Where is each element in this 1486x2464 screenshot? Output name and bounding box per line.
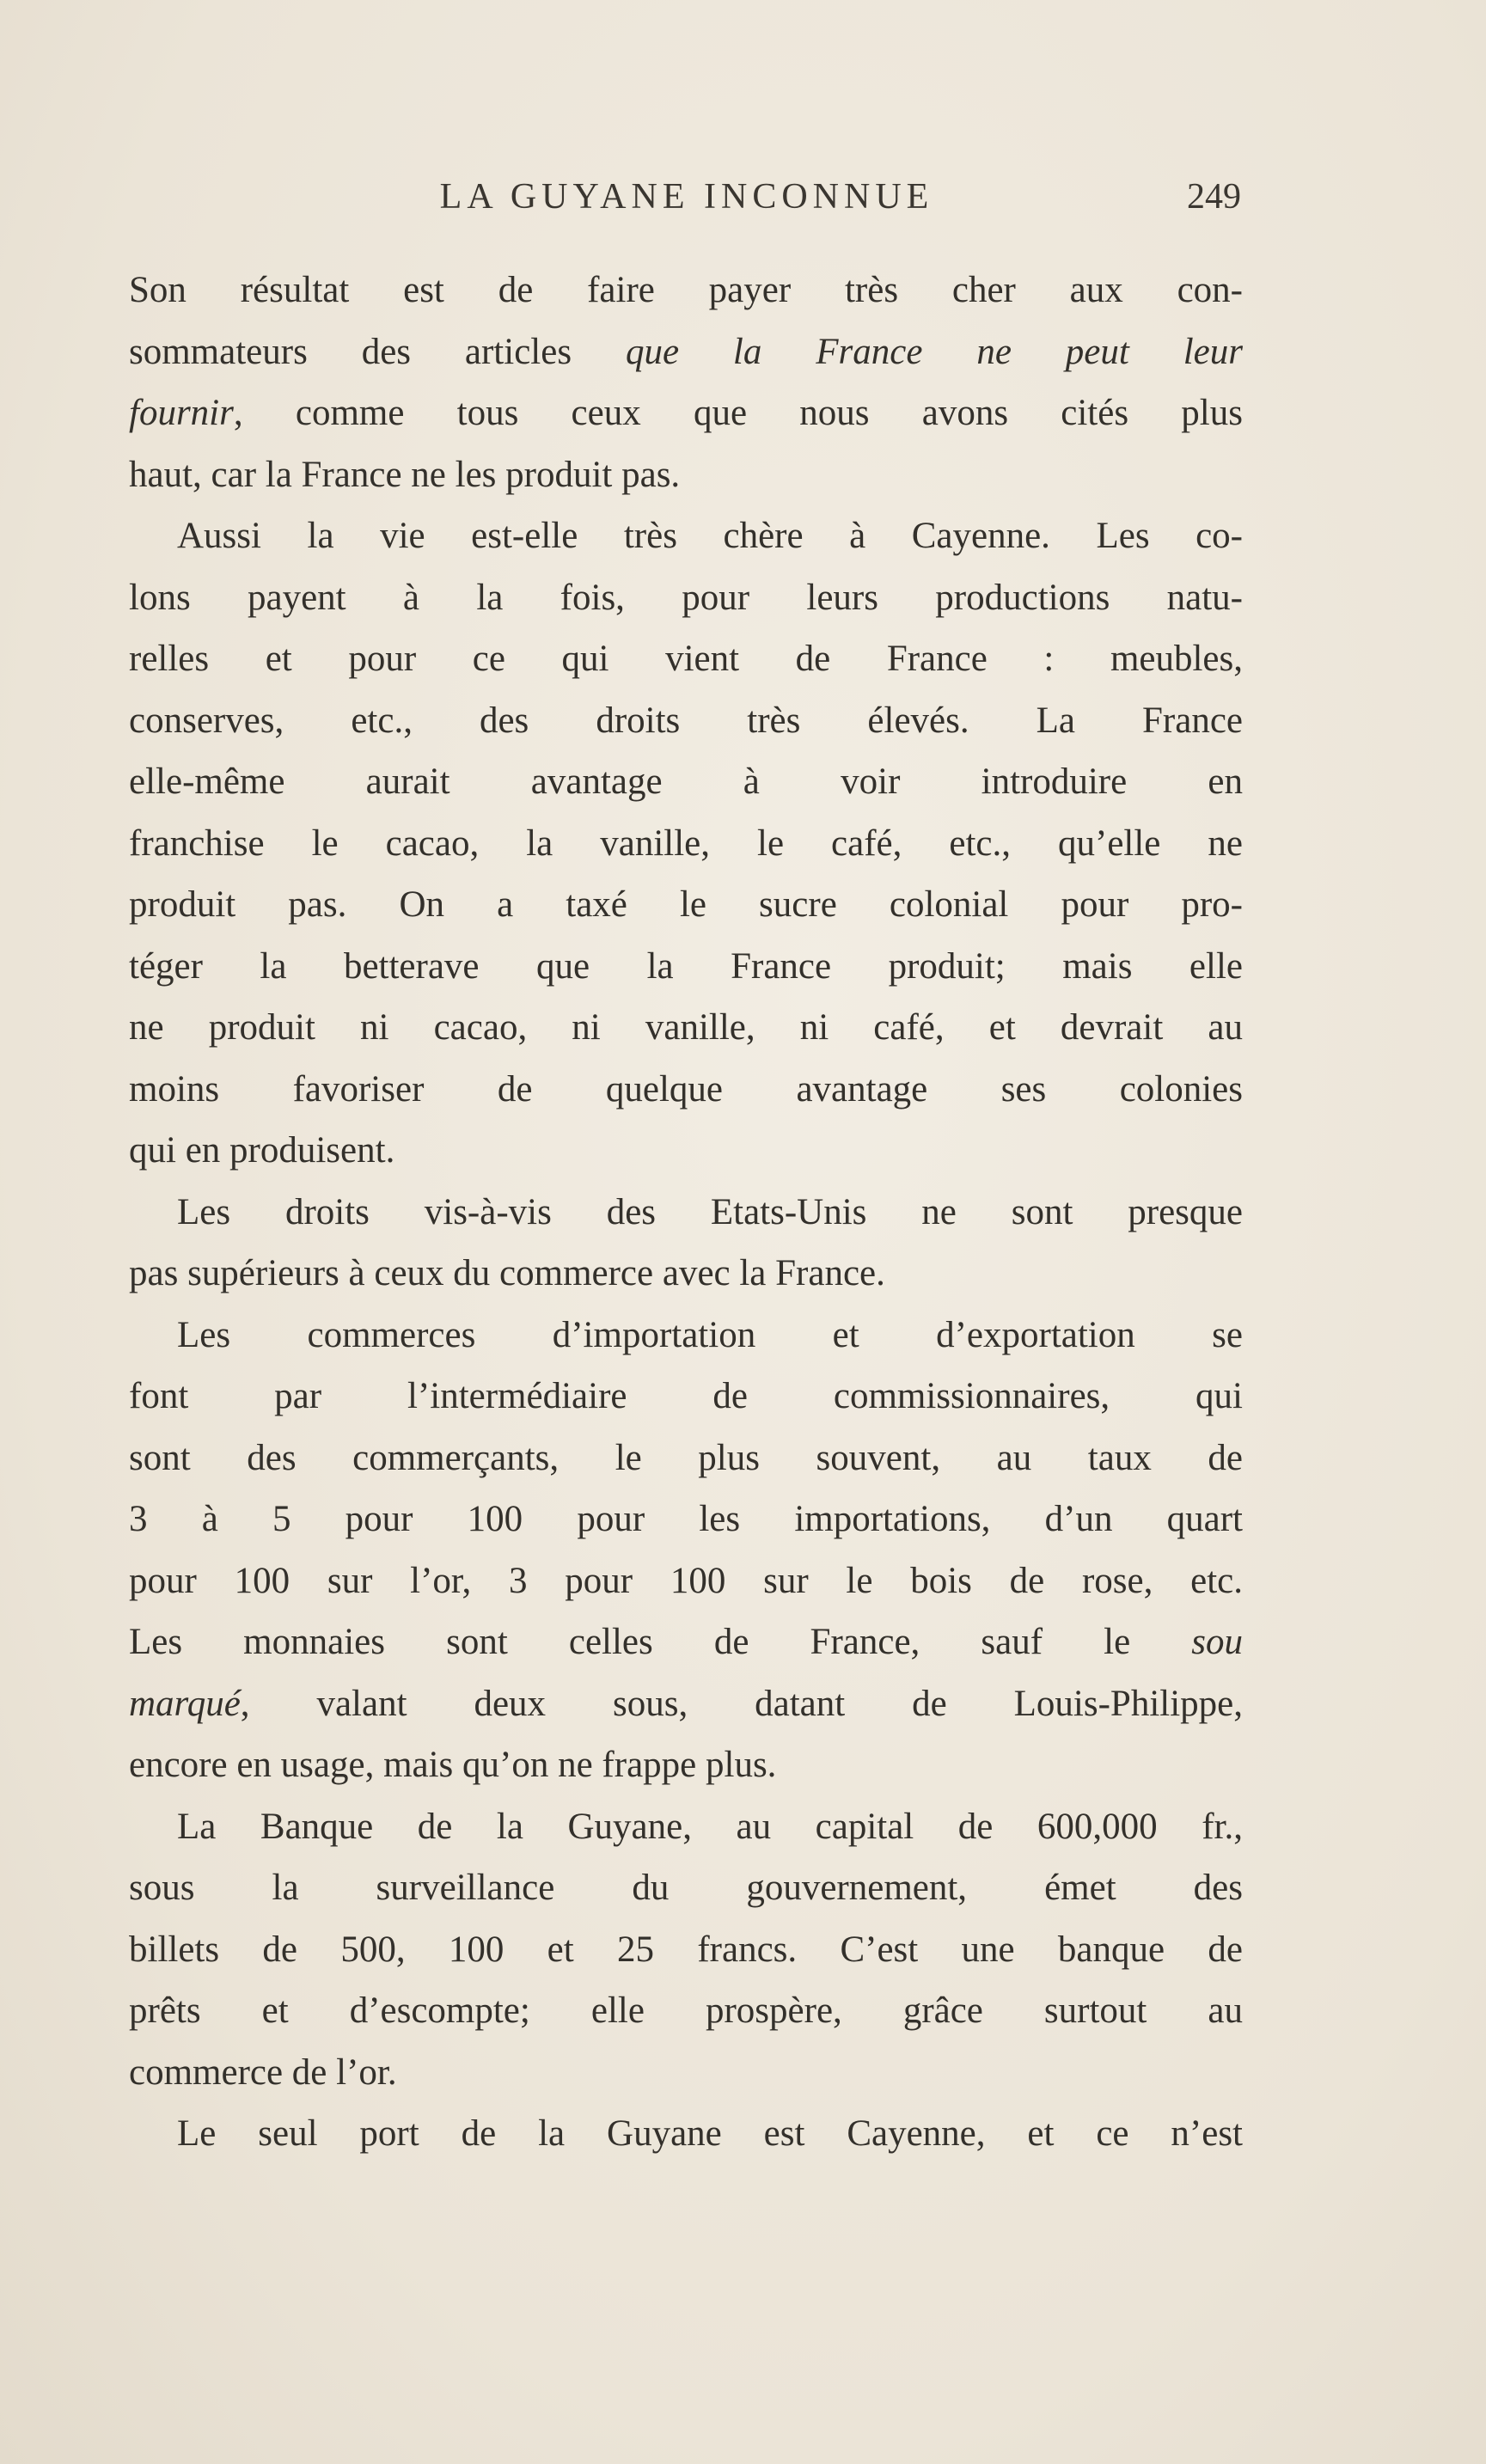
text-segment: pas supérieurs à ceux du commerce avec la France. <box>129 1253 885 1293</box>
text-segment: franchise le cacao, la vanille, le café, etc., qu’elle ne <box>129 822 1243 864</box>
text-line <box>129 1059 1243 1121</box>
text-segment: elle-même aurait avantage à voir introduire en <box>129 761 1243 802</box>
text-line <box>129 813 1243 875</box>
text-line <box>129 382 1243 444</box>
text-segment: sommateurs des articles <box>129 331 626 372</box>
text-line <box>129 1243 1243 1305</box>
text-segment: lons payent à la fois, pour leurs productions natu- <box>129 577 1243 618</box>
text-line <box>129 1305 1243 1367</box>
text-segment: pour 100 sur l’or, 3 pour 100 sur le bois de rose, etc. <box>129 1560 1243 1601</box>
text-line <box>129 444 1243 506</box>
text-segment: Son résultat est de faire payer très cher aux con- <box>129 270 1243 310</box>
page-number: 249 <box>1187 177 1241 217</box>
text-line <box>129 1919 1243 1981</box>
text-segment: Les droits vis-à-vis des Etats-Unis ne sont presque <box>177 1191 1243 1232</box>
text-segment: Les monnaies sont celles de France, sauf le <box>129 1622 1192 1662</box>
text-line <box>129 505 1243 567</box>
text-line <box>129 2042 1243 2104</box>
text-line <box>129 1673 1243 1735</box>
text-segment: encore en usage, mais qu’on ne frappe plus. <box>129 1745 777 1785</box>
text-line <box>129 997 1243 1059</box>
text-segment: relles et pour ce qui vient de France : meubles, <box>129 639 1243 679</box>
text-line <box>129 1428 1243 1489</box>
text-line <box>129 1980 1243 2042</box>
text-segment: produit pas. On a taxé le sucre colonial pour pro- <box>129 884 1243 925</box>
text-segment: Le seul port de la Guyane est Cayenne, et ce n’est <box>177 2113 1243 2154</box>
text-line <box>129 1611 1243 1673</box>
text-segment: sous la surveillance du gouvernement, émet des <box>129 1868 1243 1908</box>
text-segment: , comme tous ceux que nous avons cités plus <box>233 393 1243 433</box>
text-segment: prêts et d’escompte; elle prospère, grâce surtout au <box>129 1990 1243 2031</box>
text-segment: ne produit ni cacao, ni vanille, ni café, et devrait au <box>129 1007 1243 1048</box>
text-segment: , valant deux sous, datant de Louis-Philippe, <box>240 1683 1243 1724</box>
text-segment: Aussi la vie est-elle très chère à Cayenne. Les co- <box>177 516 1243 556</box>
text-line <box>129 1120 1243 1182</box>
text-segment: moins favoriser de quelque avantage ses colonies <box>129 1068 1243 1110</box>
text-segment: font par l’intermédiaire de commissionnaires, qui <box>129 1376 1243 1416</box>
italic-text: sou <box>1191 1622 1243 1662</box>
text-line <box>129 1489 1243 1550</box>
text-line <box>129 1857 1243 1919</box>
italic-text: que la France ne peut leur <box>625 331 1243 372</box>
text-segment: sont des commerçants, le plus souvent, au taux de <box>129 1437 1243 1478</box>
italic-text: marqué <box>129 1683 241 1724</box>
text-segment: conserves, etc., des droits très élevés. La France <box>129 700 1243 741</box>
text-line <box>129 260 1243 321</box>
page-header <box>132 176 1241 228</box>
text-line <box>129 874 1243 936</box>
italic-text: fournir <box>129 393 234 433</box>
text-line <box>129 1734 1243 1796</box>
text-segment: haut, car la France ne les produit pas. <box>129 454 681 495</box>
text-segment: qui en produisent. <box>129 1130 395 1171</box>
text-segment: billets de 500, 100 et 25 francs. C’est une banque de <box>129 1929 1243 1970</box>
text-line <box>129 628 1243 690</box>
text-line <box>129 1796 1243 1858</box>
text-line <box>129 1182 1243 1244</box>
text-line <box>129 936 1243 998</box>
text-segment: 3 à 5 pour 100 pour les importations, d’un quart <box>129 1499 1243 1539</box>
text-line <box>129 751 1243 813</box>
text-line <box>129 1550 1243 1612</box>
text-line <box>129 690 1243 752</box>
text-segment: Les commerces d’importation et d’exportation se <box>177 1314 1243 1355</box>
body-text <box>129 260 1243 2165</box>
text-segment: La Banque de la Guyane, au capital de 600,000 fr., <box>177 1806 1243 1847</box>
text-line <box>129 321 1243 383</box>
text-segment: téger la betterave que la France produit; mais elle <box>129 945 1243 987</box>
running-title: LA GUYANE INCONNUE <box>439 177 934 217</box>
text-line <box>129 1366 1243 1428</box>
text-segment: commerce de l’or. <box>129 2051 397 2093</box>
text-line <box>129 567 1243 629</box>
text-line <box>129 2103 1243 2165</box>
